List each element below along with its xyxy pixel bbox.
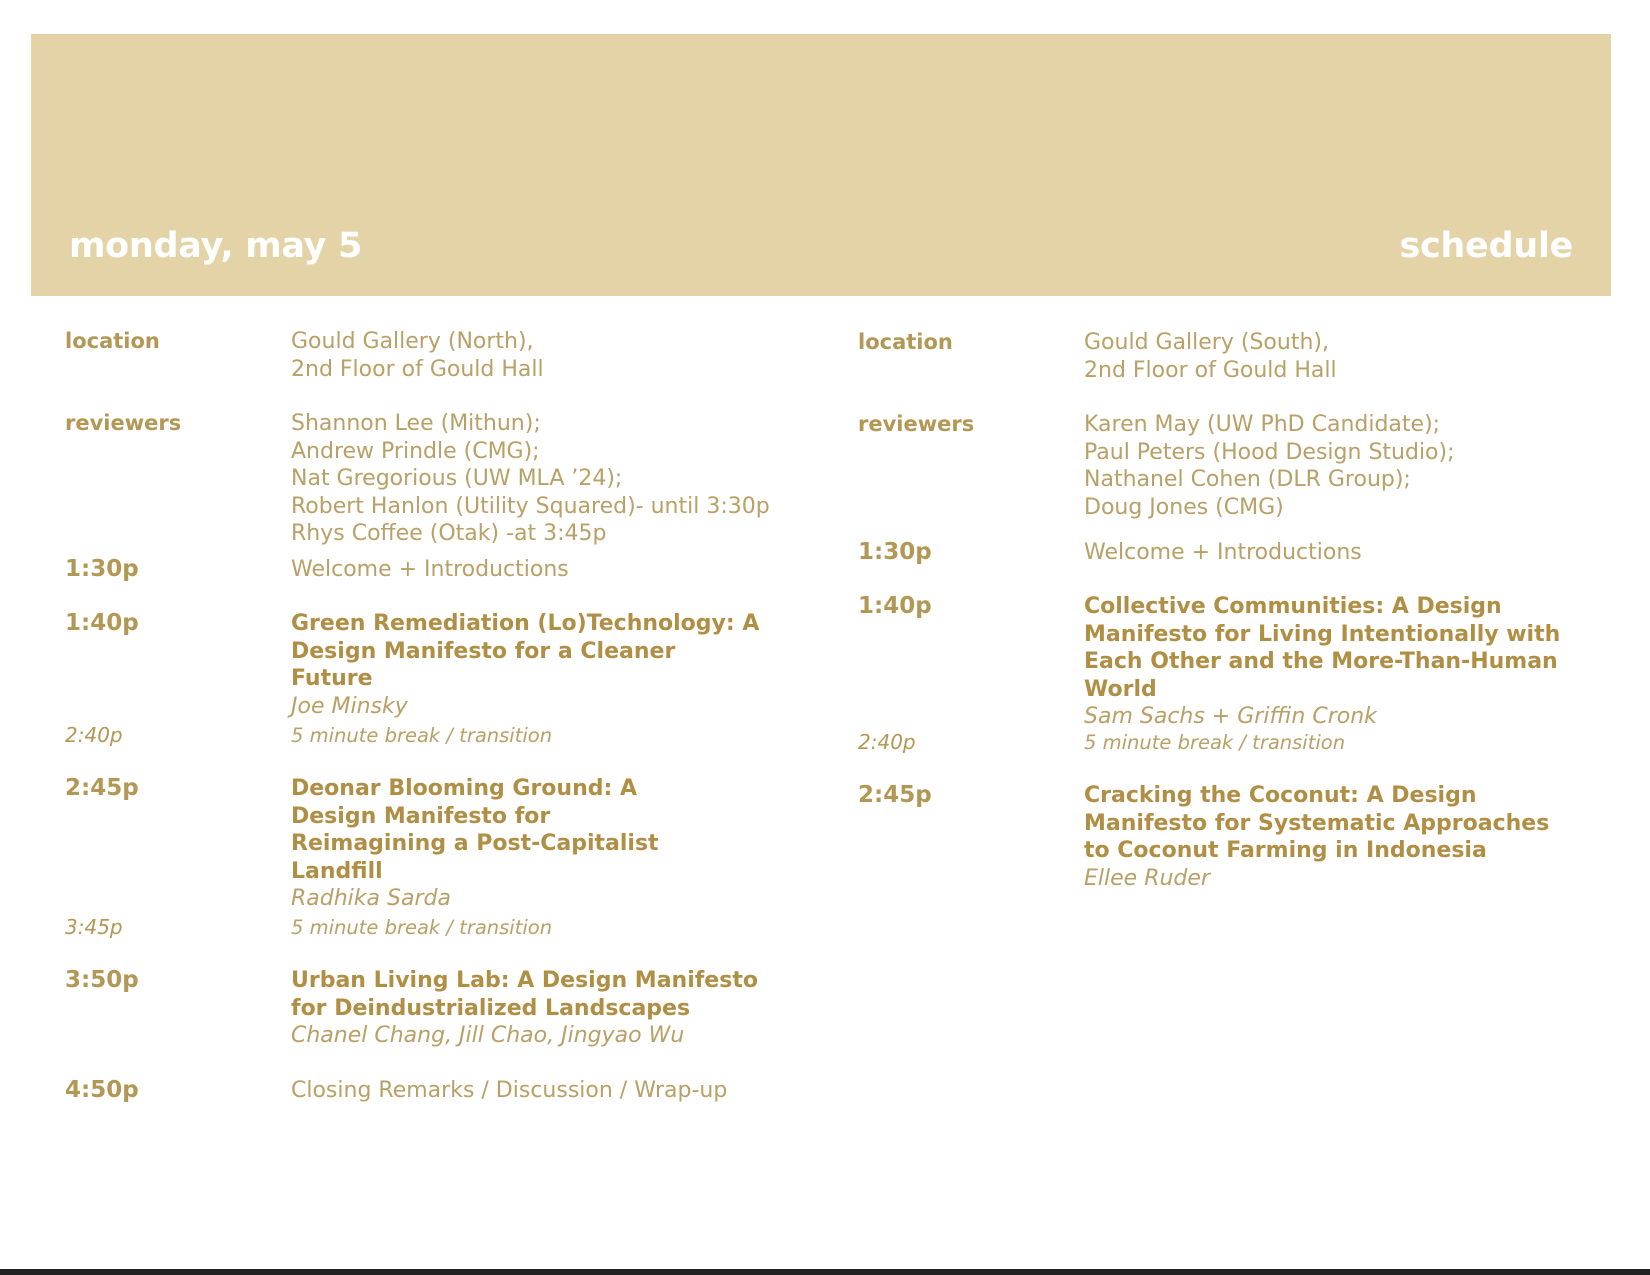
talk-subtitle: A Design Manifesto for Deindustrialized Landscapes bbox=[291, 968, 758, 1021]
talk-subtitle: A Design Manifesto for a Cleaner Future bbox=[291, 611, 760, 691]
presenters: Chanel Chang, Jill Chao, Jingyao Wu bbox=[291, 1023, 685, 1048]
break-time-label: 2:40p bbox=[858, 730, 916, 754]
reviewers-list bbox=[1084, 411, 1618, 521]
location-value: Gould Gallery (North), 2nd Floor of Gould Hall bbox=[291, 329, 544, 382]
item-text: Closing Remarks / Discussion / Wrap-up bbox=[291, 1078, 728, 1103]
time-label: 1:30p bbox=[65, 556, 139, 582]
talk-title: Green Remediation (Lo)Technology: bbox=[291, 611, 735, 636]
reviewers-row bbox=[65, 410, 825, 556]
presenters: Joe Minsky bbox=[291, 693, 408, 719]
time-label: 3:50p bbox=[65, 967, 139, 993]
item-text: Welcome + Introductions bbox=[291, 557, 569, 582]
schedule-column-south bbox=[858, 329, 1618, 892]
item-text: Welcome + Introductions bbox=[1084, 540, 1362, 565]
talk-subtitle: A Design Manifesto for Reimagining a Post-Capitalist Landfill bbox=[291, 776, 659, 884]
schedule-item bbox=[65, 610, 825, 722]
schedule-item bbox=[65, 967, 825, 1077]
reviewer: Nathanel Cohen (DLR Group); bbox=[1084, 467, 1411, 492]
presenters: Radhika Sarda bbox=[291, 886, 451, 911]
time-label: 1:40p bbox=[65, 610, 139, 636]
location-label: location bbox=[858, 330, 953, 354]
time-label: 2:45p bbox=[858, 782, 932, 808]
reviewers-label: reviewers bbox=[858, 412, 975, 436]
time-label: 2:45p bbox=[65, 775, 139, 801]
page-title: schedule bbox=[1399, 226, 1573, 266]
reviewers-list bbox=[291, 410, 825, 548]
break-text: 5 minute break / transition bbox=[291, 724, 553, 747]
schedule-break bbox=[858, 729, 1618, 782]
talk-title: Cracking the Coconut: bbox=[1084, 783, 1359, 808]
location-row bbox=[65, 328, 825, 410]
talk-title: Deonar Blooming Ground: bbox=[291, 776, 613, 801]
header-banner bbox=[31, 34, 1611, 296]
location-label: location bbox=[65, 329, 160, 353]
reviewer: Robert Hanlon (Utility Squared)- until 3:30p bbox=[291, 493, 770, 519]
talk-subtitle: A Design Manifesto for Living Intentionally with Each Other and the More-Than-Human World bbox=[1084, 594, 1561, 702]
break-text: 5 minute break / transition bbox=[1084, 731, 1346, 754]
schedule-item bbox=[65, 775, 825, 914]
time-label: 4:50p bbox=[65, 1077, 139, 1103]
location-row bbox=[858, 329, 1618, 411]
reviewer: Nat Gregorious (UW MLA ’24); bbox=[291, 466, 623, 491]
reviewer: Andrew Prindle (CMG); bbox=[291, 438, 540, 464]
schedule-break bbox=[65, 722, 825, 775]
scan-edge-divider bbox=[0, 1269, 1650, 1275]
break-time-label: 2:40p bbox=[65, 723, 123, 747]
schedule-column-north bbox=[65, 328, 825, 1105]
reviewer: Doug Jones (CMG) bbox=[1084, 494, 1284, 520]
presenters: Sam Sachs + Griffin Cronk bbox=[1084, 704, 1377, 729]
break-time-label: 3:45p bbox=[65, 915, 123, 939]
time-label: 1:40p bbox=[858, 593, 932, 619]
schedule-item bbox=[858, 539, 1618, 593]
schedule-item bbox=[858, 593, 1618, 729]
reviewer: Shannon Lee (Mithun); bbox=[291, 411, 541, 436]
schedule-item bbox=[65, 556, 825, 610]
talk-title: Urban Living Lab: bbox=[291, 968, 510, 993]
location-value: Gould Gallery (South), 2nd Floor of Gould Hall bbox=[1084, 330, 1337, 383]
presenters: Ellee Ruder bbox=[1084, 865, 1210, 891]
reviewers-label: reviewers bbox=[65, 411, 182, 435]
reviewer: Karen May (UW PhD Candidate); bbox=[1084, 412, 1441, 437]
talk-subtitle: A Design Manifesto for Systematic Approaches to Coconut Farming in Indonesia bbox=[1084, 783, 1550, 863]
reviewer: Rhys Coffee (Otak) -at 3:45p bbox=[291, 521, 607, 546]
break-text: 5 minute break / transition bbox=[291, 916, 553, 939]
reviewer: Paul Peters (Hood Design Studio); bbox=[1084, 439, 1455, 465]
schedule-item bbox=[65, 1077, 825, 1105]
reviewers-row bbox=[858, 411, 1618, 539]
schedule-break bbox=[65, 914, 825, 967]
talk-title: Collective Communities: bbox=[1084, 594, 1385, 619]
schedule-item bbox=[858, 782, 1618, 892]
page-date: monday, may 5 bbox=[69, 226, 363, 266]
time-label: 1:30p bbox=[858, 539, 932, 565]
